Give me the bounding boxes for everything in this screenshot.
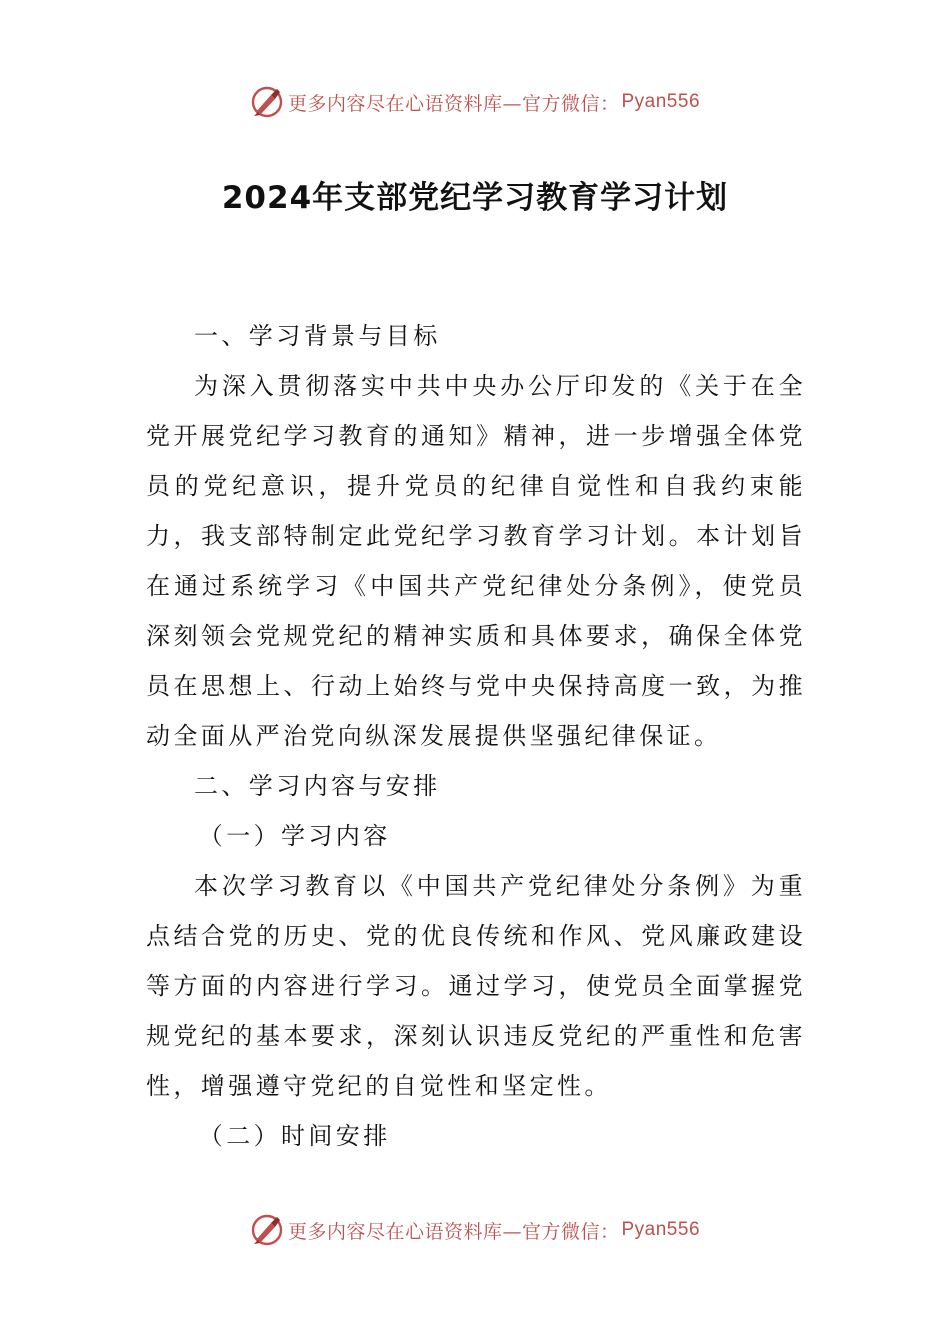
banner-text: 更多内容尽在心语资料库—官方微信：	[287, 1220, 620, 1243]
banner-wechat-id: Pyan556	[621, 91, 701, 112]
banner-text: 更多内容尽在心语资料库—官方微信：	[287, 92, 620, 115]
subheading-schedule: （二）时间安排	[198, 1122, 391, 1150]
banner-wechat-id: Pyan556	[621, 1219, 701, 1240]
header-banner	[0, 80, 950, 124]
pen-logo-icon	[250, 1213, 284, 1247]
section-heading-1: 一、学习背景与目标	[194, 322, 441, 350]
paragraph-background: 为深入贯彻落实中共中央办公厅印发的《关于在全党开展党纪学习教育的通知》精神，进一步增强全体党员的党纪意识，提升党员的纪律自觉性和自我约束能力，我支部特制定此党纪学习教育学习计划。本计划旨在通过系统学习《中国共产党纪律处分条例》，使党员深刻领会党规党纪的精神实质和具体要求，确保全体党员在思想上、行动上始终与党中央保持高度一致，为推动全面从严治党向纵深发展提供坚强纪律保证。	[146, 372, 806, 750]
document-body	[146, 311, 806, 1161]
paragraph-content: 本次学习教育以《中国共产党纪律处分条例》为重点结合党的历史、党的优良传统和作风、党风廉政建设等方面的内容进行学习。通过学习，使党员全面掌握党规党纪的基本要求，深刻认识违反党纪的严重性和危害性，增强遵守党纪的自觉性和坚定性。	[146, 872, 806, 1100]
document-title: 2024年支部党纪学习教育学习计划	[221, 180, 729, 216]
footer-banner	[0, 1208, 950, 1252]
pen-logo-icon	[250, 85, 284, 119]
subheading-content: （一）学习内容	[198, 822, 391, 850]
section-heading-2: 二、学习内容与安排	[194, 772, 441, 800]
